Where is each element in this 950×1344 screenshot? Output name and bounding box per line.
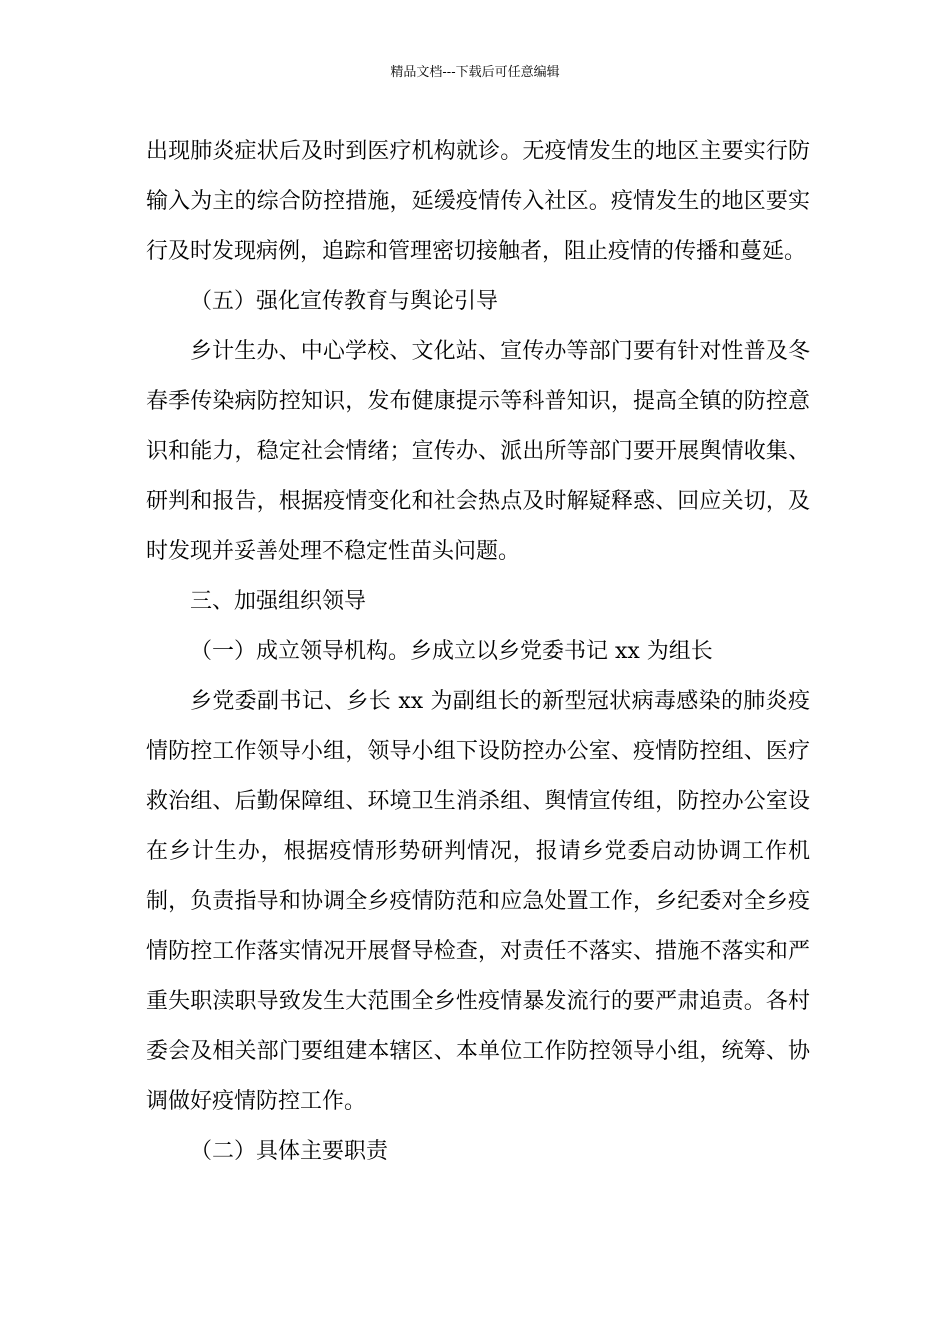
section-heading-three: 三、加强组织领导 <box>190 589 367 614</box>
document-body <box>146 127 810 1177</box>
paragraph-continuation: 出现肺炎症状后及时到医疗机构就诊。无疫情发生的地区主要实行防输入为主的综合防控措施，延缓疫情传入社区。疫情发生的地区要实行及时发现病例，追踪和管理密切接触者，阻止疫情的传播和蔓延。 <box>146 139 810 264</box>
paragraph-leadership: 乡党委副书记、乡长 xx 为副组长的新型冠状病毒感染的肺炎疫情防控工作领导小组，领导小组下设防控办公室、疫情防控组、医疗救治组、后勤保障组、环境卫生消杀组、舆情宣传组，防控办公室设在乡计生办，根据疫情形势研判情况，报请乡党委启动协调工作机制，负责指导和协调全乡疫情防范和应急处置工作，乡纪委对全乡疫情防控工作落实情况开展督导检查，对责任不落实、措施不落实和严重失职渎职导致发生大范围全乡性疫情暴发流行的要严肃追责。各村委会及相关部门要组建本辖区、本单位工作防控领导小组，统筹、协调做好疫情防控工作。 <box>146 689 810 1114</box>
section-heading-two: （二）具体主要职责 <box>190 1139 389 1164</box>
section-heading-five: （五）强化宣传教育与舆论引导 <box>190 289 499 314</box>
section-heading-one: （一）成立领导机构。乡成立以乡党委书记 xx 为组长 <box>190 639 713 664</box>
page-header: 精品文档---下载后可任意编辑 <box>390 65 560 80</box>
paragraph-publicity: 乡计生办、中心学校、文化站、宣传办等部门要有针对性普及冬春季传染病防控知识，发布健康提示等科普知识，提高全镇的防控意识和能力，稳定社会情绪；宣传办、派出所等部门要开展舆情收集、研判和报告，根据疫情变化和社会热点及时解疑释惑、回应关切，及时发现并妥善处理不稳定性苗头问题。 <box>146 339 810 564</box>
